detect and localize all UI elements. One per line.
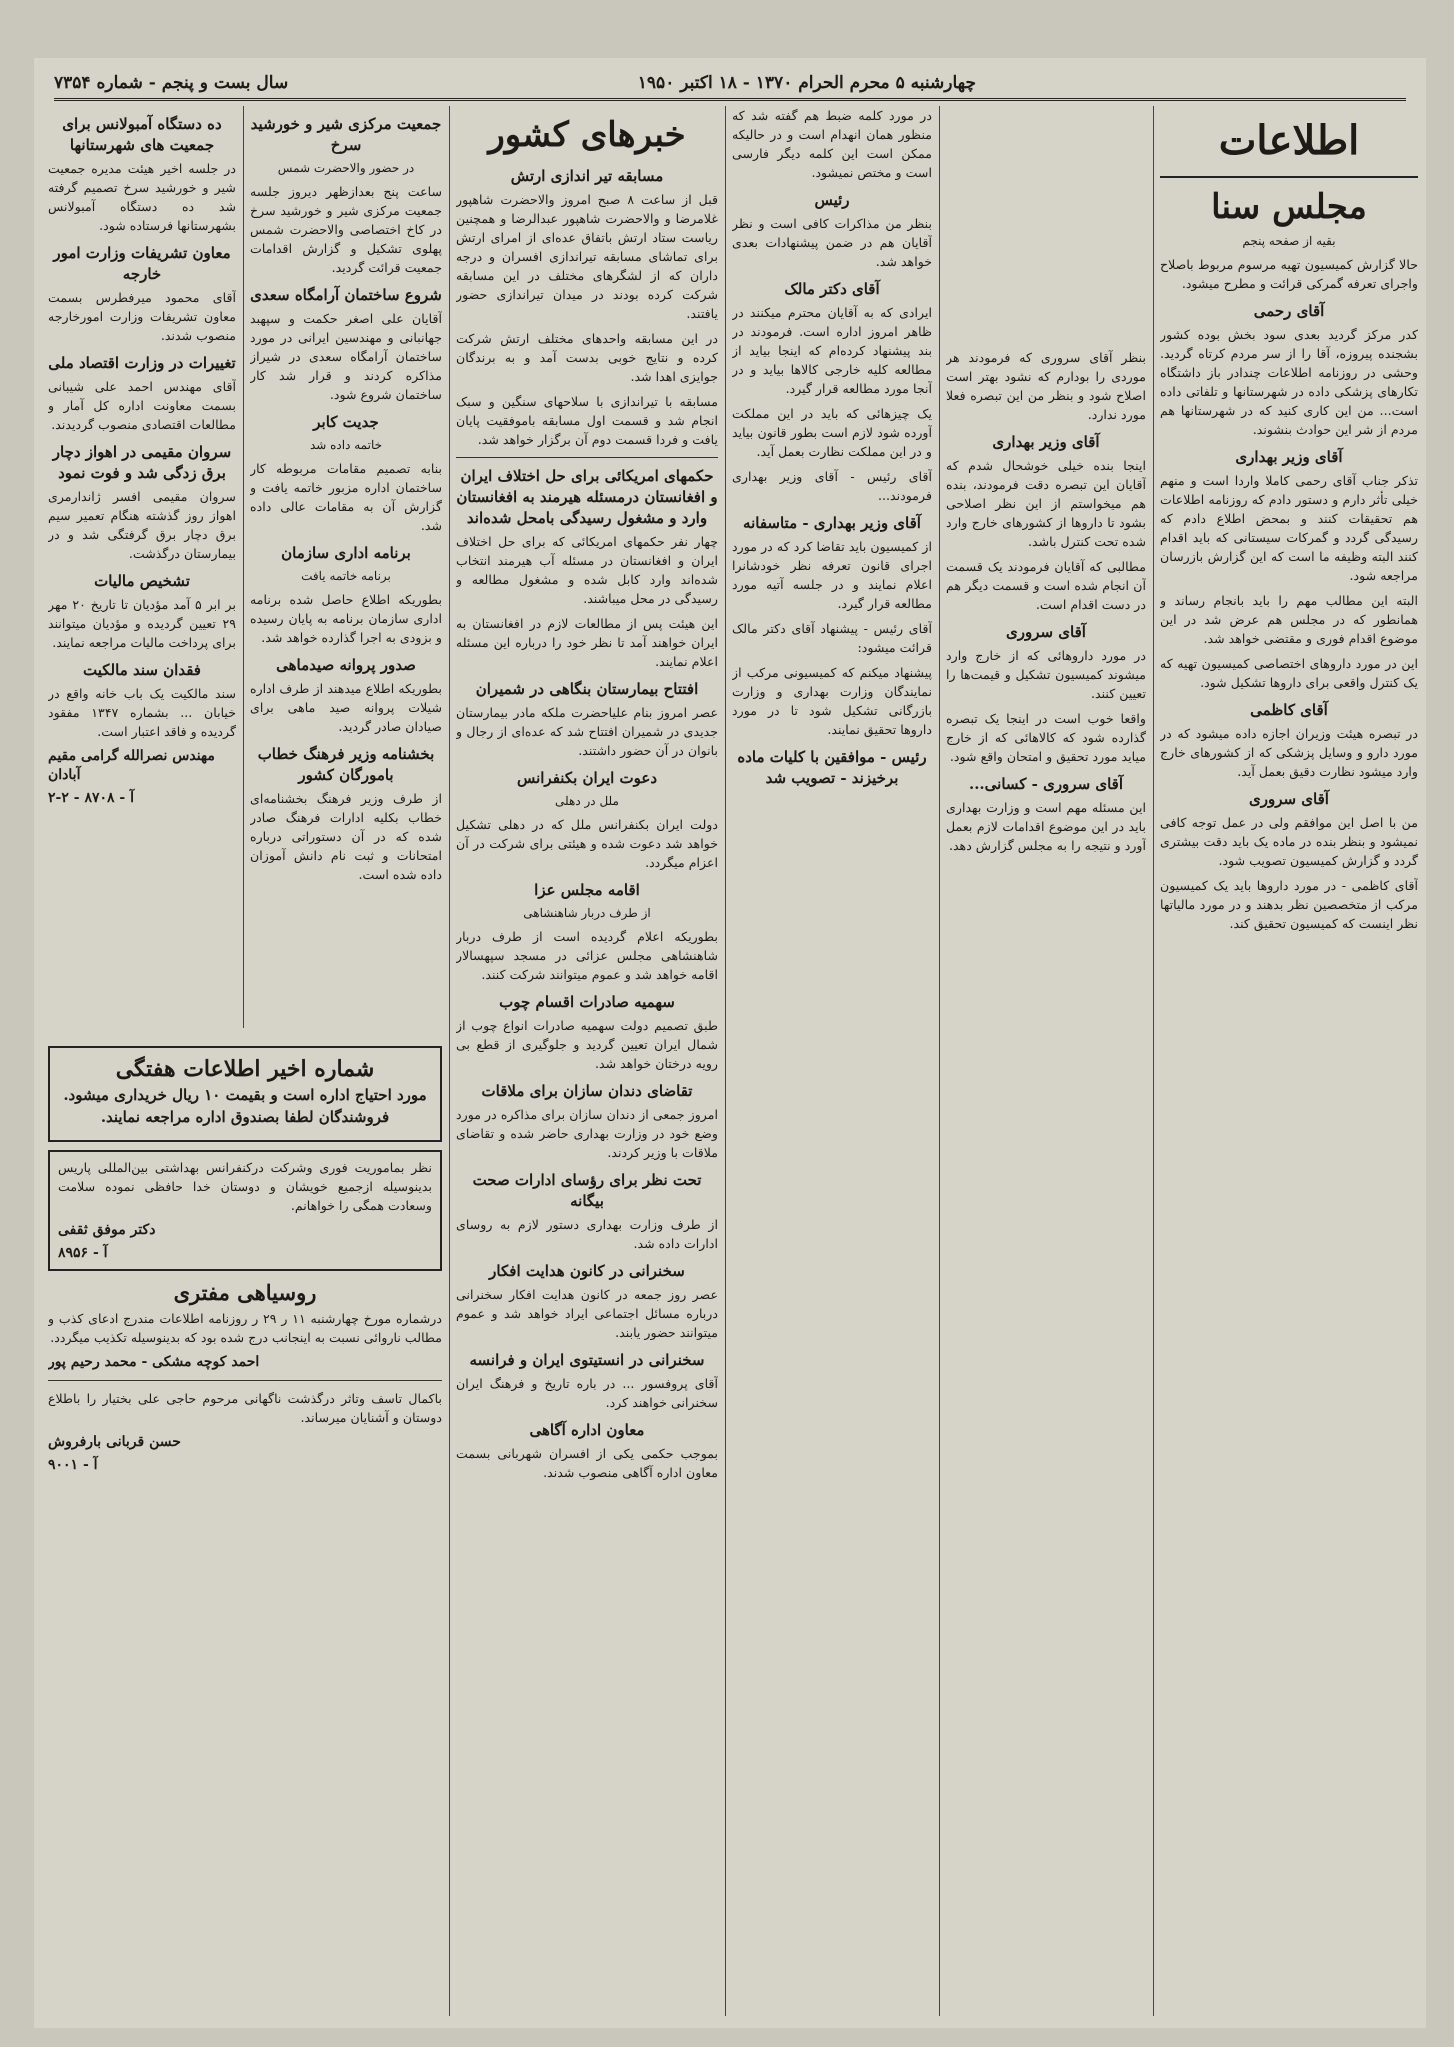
paragraph: از کمیسیون باید تقاضا کرد که در مورد اجرای قانون تعرفه نظر خودشانرا اعلام نمایند و در جلسه آتیه مورد مطالعه قرار گیرد. bbox=[732, 539, 932, 611]
ad-code: آ - ۸۷۰۸ - ۲-۲ bbox=[48, 790, 134, 806]
article-heading: اقامه مجلس عزا bbox=[534, 881, 640, 899]
speaker-heading: آقای کاظمی bbox=[1250, 701, 1328, 719]
speaker-heading: آقای وزیر بهداری bbox=[992, 433, 1100, 451]
article-heading: تحت نظر برای رؤسای ادارات صحت بیگانه bbox=[472, 1171, 702, 1210]
paragraph: آقای مهندس احمد علی شیبانی بسمت معاونت اداره کل آمار و مطالعات اقتصادی منصوب گردیدند. bbox=[48, 379, 236, 432]
paragraph: عصر امروز بنام علیاحضرت ملکه مادر بیمارستان جدیدی در شمیران افتتاح شد که عده‌ای از رجال و بانوان در آن حضور داشتند. bbox=[456, 705, 718, 758]
column-national-news bbox=[456, 106, 718, 2016]
paragraph: واقعا خوب است در اینجا یک تبصره گذارده شود که کالاهائی که از خارج میاید مورد تحقیق و امتحان واقع شود. bbox=[946, 711, 1146, 764]
speaker-heading: آقای سروری bbox=[1006, 623, 1086, 641]
column-senate-3 bbox=[732, 106, 932, 2016]
article-heading: جدیت کابر bbox=[313, 413, 379, 431]
column-senate-2 bbox=[946, 348, 1146, 2016]
paragraph: امروز جمعی از دندان سازان برای مذاکره در مورد وضع خود در وزارت بهداری حاضر شده و تقاضای ملاقات با وزیر کردند. bbox=[456, 1107, 718, 1160]
paragraph: بر ابر ۵ آمد مؤدیان تا تاریخ ۲۰ مهر ۲۹ تعیین گردیده و مؤدیان میتوانند برای پرداخت مالیات مراجعه نمایند. bbox=[48, 597, 236, 650]
paragraph: سروان مقیمی افسر ژاندارمری اهواز روز گذشته هنگام تعمیر سیم برق دچار برق گرفتگی شد و در بیمارستان درگذشت. bbox=[48, 489, 236, 561]
article-subheading: از طرف دربار شاهنشاهی bbox=[523, 906, 651, 920]
column-senate bbox=[1160, 106, 1418, 2016]
paragraph: از طرف وزارت بهداری دستور لازم به روسای ادارات داده شد. bbox=[456, 1217, 718, 1251]
ad-title: شماره اخیر اطلاعات هفتگی bbox=[115, 1056, 375, 1082]
paragraph: در مورد داروهائی که از خارج وارد میشوند کمیسیون تشکیل و قیمت‌ها را تعیین کنند. bbox=[946, 648, 1146, 701]
ad-code: آ - ۸۹۵۶ bbox=[58, 1245, 108, 1261]
paragraph: در این مسابقه واحدهای مختلف ارتش شرکت کرده و نتایج خوبی بدست آمد و به برندگان جوایزی اهدا شد. bbox=[456, 331, 718, 384]
paragraph: این هیئت پس از مطالعات لازم در افغانستان به ایران خواهند آمد تا نظر خود را درباره این مسئله اعلام نمایند. bbox=[456, 616, 718, 669]
article-subheading: خاتمه داده شد bbox=[309, 438, 383, 452]
speaker-heading: آقای وزیر بهداری - متاسفانه bbox=[743, 514, 921, 532]
column-rule bbox=[939, 106, 940, 2016]
paragraph: بنظر من مذاکرات کافی است و نظر آقایان هم در ضمن پیشنهادات بعدی خواهد شد. bbox=[732, 216, 932, 269]
paragraph: بطوریکه اطلاع حاصل شده برنامه اداری سازمان برنامه به پایان رسیده و بزودی به اجرا گذارده خواهد شد. bbox=[250, 592, 442, 645]
article-heading: مسابقه تیر اندازی ارتش bbox=[510, 167, 664, 185]
article-heading: حکمهای امریکائی برای حل اختلاف ایران و افغانستان درمسئله هیرمند به افغانستان وارد و مشغول رسیدگی بامحل شده‌اند bbox=[456, 467, 718, 527]
article-heading: بخشنامه وزیر فرهنگ خطاب بامورگان کشور bbox=[257, 745, 435, 784]
article-heading: سخنرانی در انستیتوی ایران و فرانسه bbox=[469, 1351, 705, 1369]
signature: دکتر موفق ثقفی bbox=[58, 1222, 156, 1238]
paragraph: سند مالکیت یک باب خانه واقع در خیابان ... بشماره ۱۳۴۷ مفقود گردیده و فاقد اعتبار است. bbox=[48, 686, 236, 739]
paragraph: ایرادی که به آقایان محترم میکنند در ظاهر امروز اداره است. فرمودند در بند پیشنهاد کرده‌ام که اینجا بیاید از مطالعه کلیه خارجی کالاها بیاید و در آنجا مورد مطالعه قرار گیرد. bbox=[732, 305, 932, 396]
paragraph: درشماره مورخ چهارشنبه ۱۱ ر ۲۹ ر روزنامه اطلاعات مندرج ادعای کذب و مطالب ناروائی نسبت به اینجانب درج شده بود که بدینوسیله تکذیب میگردد. bbox=[48, 1311, 442, 1345]
article-heading: سخنرانی در کانون هدایت افکار bbox=[489, 1262, 685, 1280]
ads-block bbox=[48, 1038, 442, 2016]
column-notices bbox=[48, 106, 236, 1028]
paragraph: طبق تصمیم دولت سهمیه صادرات انواع چوب از شمال ایران تعیین گردید و جلوگیری از قطع بی رویه درختان خواهد شد. bbox=[456, 1018, 718, 1071]
paragraph: عصر روز جمعه در کانون هدایت افکار سخنرانی درباره مسائل اجتماعی ایراد خواهد شد و عموم میتوانند حضور یابند. bbox=[456, 1287, 718, 1340]
speaker-heading: آقای رحمی bbox=[1253, 302, 1325, 320]
paragraph: البته این مطالب مهم را باید بانجام رساند و همانطور که در مجلس هم عرض شد در این موضوع اقدام فوری و مقتضی خواهد شد. bbox=[1160, 593, 1418, 646]
newspaper-page bbox=[34, 58, 1426, 2028]
paragraph: قبل از ساعت ۸ صبح امروز والاحضرت شاهپور غلامرضا و والاحضرت شاهپور عبدالرضا و همچنین ریاست ستاد ارتش باتفاق عده‌ای از امرای ارتش برای تماشای مسابقه تیراندازی افسران و درجه داران که از لشگرهای مختلف در این مسابقه شرکت کرده بودند در میدان تیراندازی حضور یافتند. bbox=[456, 192, 718, 321]
article-heading: معاون تشریفات وزارت امور خارجه bbox=[53, 244, 231, 283]
article-heading: تشخیص مالیات bbox=[94, 572, 190, 590]
paragraph: حالا گزارش کمیسیون تهیه مرسوم مربوط باصلاح واجرای تعرفه گمرکی قرائت و مطرح میشود. bbox=[1160, 257, 1418, 291]
year-issue: سال بست و پنجم - شماره ۷۳۵۴ bbox=[54, 73, 289, 93]
paragraph: کدر مرکز گردید بعدی سود بخش بوده کشور بشجنده پیروزه، آقا را از سر مردم کرتاه گردید. وحشی در روزنامه اطلاعات چندادر باز داشتگاه تکارهای پزشکی داده در شهرستانها و تلفاتی داده است... من این کاری کنید که در شهرستانها هم مردم از شر این حوادث بنشوند. bbox=[1160, 327, 1418, 437]
masthead bbox=[54, 68, 1406, 101]
paragraph: در مورد کلمه ضبط هم گفته شد که منظور همان انهدام است و در حالیکه ممکن است این کلمه دیگر فارسی است و مختص نمیشود. bbox=[732, 108, 932, 180]
paragraph: آقای رئیس - آقای وزیر بهداری فرمودند... bbox=[732, 469, 932, 503]
paragraph: اینجا بنده خیلی خوشحال شدم که آقایان این تبصره دقت فرمودند، بنده هم میخواستم از این نظر اصلاحی بشود تا داروها از کشورهای خارج وارد شده تحت کنترل باشد. bbox=[946, 458, 1146, 549]
paragraph: آقای رئیس - پیشنهاد آقای دکتر مالک قرائت میشود: bbox=[732, 621, 932, 655]
paragraph: از طرف وزیر فرهنگ بخشنامه‌ای خطاب بکلیه ادارات فرهنگ صادر شده که در آن دستوراتی درباره امتحانات و ثبت نام دانش آموزان داده شده است. bbox=[250, 791, 442, 882]
paragraph: آقای پروفسور ... در باره تاریخ و فرهنگ ایران سخنرانی خواهند کرد. bbox=[456, 1376, 718, 1410]
article-subheading: برنامه خاتمه یافت bbox=[301, 569, 391, 583]
paragraph: بطوریکه اطلاع میدهند از طرف اداره شیلات پروانه صید ماهی برای صیادان صادر گردید. bbox=[250, 681, 442, 734]
headline-senate: مجلس سنا bbox=[1211, 187, 1367, 227]
paragraph: آقایان علی اصغر حکمت و سپهبد جهانبانی و مهندسین ایرانی در مورد ساختمان آرامگاه سعدی در شیراز مذاکره کردند و قرار شد کار ساختمان شروع شود. bbox=[250, 311, 442, 402]
paragraph: پیشنهاد میکنم که کمیسیونی مرکب از نمایندگان وزارت بهداری و وزارت بازرگانی تشکیل شود تا در مورد داروها تحقیق نمایند. bbox=[732, 665, 932, 737]
paragraph: باکمال تاسف وتاثر درگذشت ناگهانی مرحوم حاجی علی بختیار را باطلاع دوستان و آشنایان میرساند. bbox=[48, 1391, 442, 1425]
ad-text: مورد احتیاج اداره است و بقیمت ۱۰ ریال خریداری میشود. فروشندگان لطفا بصندوق اداره مراجعه نمایند. bbox=[63, 1086, 427, 1126]
farewell-notice bbox=[48, 1150, 442, 1271]
issue-date: چهارشنبه ۵ محرم الحرام ۱۳۷۰ - ۱۸ اکتبر ۱۹۵۰ bbox=[637, 73, 976, 93]
weekly-ad bbox=[48, 1046, 442, 1142]
paragraph: مسابقه با تیراندازی با سلاحهای سنگین و سبک انجام شد و قسمت اول مسابقه باموفقیت پایان یافت و فردا قسمت دوم آن برگزار خواهد شد. bbox=[456, 394, 718, 447]
paragraph: بنظر آقای سروری که فرمودند هر موردی را بودارم که نشود بهتر است اصلاح شود و بنظر من این تبصره فعلا مورد ندارد. bbox=[946, 350, 1146, 422]
article-heading: افتتاح بیمارستان بنگاهی در شمیران bbox=[475, 680, 699, 698]
column-rule bbox=[1153, 106, 1154, 2016]
speaker-heading: آقای سروری - کسانی... bbox=[968, 775, 1124, 793]
article-heading: فقدان سند مالکیت bbox=[83, 661, 201, 679]
paragraph: تذکر جناب آقای رحمی کاملا واردا است و منهم خیلی تأثر دارم و دستور دادم که روزنامه اطلاعات هم تحقیقات کنند و بمحض اطلاع دادم که رسیدگی گردد و گمرکات سیستانی که باید اقدام کنند البته وظیفه ما است که این گزارش بازرسان مراجعه شود. bbox=[1160, 473, 1418, 583]
article-heading: تغییرات در وزارت اقتصاد ملی bbox=[48, 354, 236, 372]
article-heading: معاون اداره آگاهی bbox=[529, 1421, 645, 1439]
column-rule bbox=[243, 106, 244, 1028]
paragraph: دولت ایران بکنفرانس ملل که در دهلی تشکیل خواهد شد دعوت شده و هیئتی برای شرکت در آن اعزام میگردد. bbox=[456, 817, 718, 870]
article-heading: تقاضای دندان سازان برای ملاقات bbox=[481, 1082, 693, 1100]
article-heading: روسیاهی مفتری bbox=[173, 1280, 317, 1305]
headline-national-news: خبرهای کشور bbox=[488, 115, 686, 155]
column-rule bbox=[725, 106, 726, 2016]
article-subheading: در حضور والاحضرت شمس bbox=[277, 161, 415, 175]
paragraph: چهار نفر حکمهای امریکائی که برای حل اختلاف ایران و افغانستان در مسئله آب هیرمند انتخاب شده‌اند وارد کابل شده و مشغول مطالعه و رسیدگی در محل میباشند. bbox=[456, 534, 718, 606]
column-rule bbox=[449, 106, 450, 2016]
signature: حسن قربانی بارفروش bbox=[48, 1434, 181, 1450]
article-heading: برنامه اداری سازمان bbox=[281, 544, 411, 562]
article-heading: ده دستگاه آمبولانس برای جمعیت های شهرستانها bbox=[62, 115, 222, 154]
paragraph: من با اصل این موافقم ولی در عمل توجه کافی نمیشود و بنظر بنده در ماده یک باید دقت بیشتری گردد و گزارش کمیسیون تصویب شود. bbox=[1160, 815, 1418, 868]
paragraph: آقای محمود میرفطرس بسمت معاون تشریفات وزارت امورخارجه منصوب شدند. bbox=[48, 290, 236, 343]
divider bbox=[48, 1380, 442, 1381]
paragraph: در تبصره هیئت وزیران اجازه داده میشود که در مورد دارو و وسایل پزشکی که از کشورهای خارج وارد میشود نظارت دقیق بعمل آید. bbox=[1160, 726, 1418, 779]
paragraph: ساعت پنج بعدازظهر دیروز جلسه جمعیت مرکزی شیر و خورشید سرخ در کاخ اختصاصی والاحضرت شمس پهلوی تشکیل و گزارش اقدامات جمعیت قرائت گردید. bbox=[250, 184, 442, 275]
paragraph: این در مورد داروهای اختصاصی کمیسیون تهیه که یک کنترل واقعی برای داروها تشکیل شود. bbox=[1160, 656, 1418, 690]
paragraph: بنابه تصمیم مقامات مربوطه کار ساختمان اداره مزبور خاتمه یافت و گزارش آن به مقامات عالی داده شد. bbox=[250, 461, 442, 533]
paragraph: بموجب حکمی یکی از افسران شهربانی بسمت معاون اداره آگاهی منصوب شدند. bbox=[456, 1446, 718, 1480]
article-subheading: ملل در دهلی bbox=[555, 794, 619, 808]
speaker-heading: آقای وزیر بهداری bbox=[1235, 448, 1343, 466]
article-heading: سروان مقیمی در اهواز دچار برق زدگی شد و فوت نمود bbox=[52, 443, 232, 482]
paragraph: یک چیزهائی که باید در این مملکت آورده شود لازم است بطور قانون بیاید و در این مملکت نظارت بعمل آید. bbox=[732, 406, 932, 459]
paragraph: در جلسه اخیر هیئت مدیره جمعیت شیر و خورشید سرخ تصمیم گرفته شد ده دستگاه آمبولانس بشهرستانها فرستاده شود. bbox=[48, 161, 236, 233]
newspaper-logo: اطلاعات bbox=[1160, 106, 1418, 178]
subline: بقیه از صفحه پنجم bbox=[1242, 234, 1336, 248]
article-heading: سهمیه صادرات اقسام چوب bbox=[499, 993, 675, 1011]
article-heading: جمعیت مرکزی شیر و خورشید سرخ bbox=[250, 115, 442, 154]
speaker-heading: آقای دکتر مالک bbox=[784, 280, 880, 298]
speaker-heading: آقای سروری bbox=[1249, 790, 1329, 808]
paragraph: آقای کاظمی - در مورد داروها باید یک کمیسیون مرکب از متخصصین نظر بدهند و در مورد مالیاتها نظر اینست که کمیسیون تحقیق کند. bbox=[1160, 878, 1418, 931]
divider bbox=[456, 457, 718, 458]
article-heading: شروع ساختمان آرامگاه سعدی bbox=[250, 286, 442, 304]
paragraph: این مسئله مهم است و وزارت بهداری باید در این موضوع اقدامات لازم بعمل آورد و نتیجه را به مجلس گزارش دهد. bbox=[946, 800, 1146, 853]
speaker-heading: رئیس bbox=[814, 191, 850, 209]
signature: احمد کوچه مشکی - محمد رحیم پور bbox=[48, 1354, 260, 1370]
paragraph: بطوریکه اعلام گردیده است از طرف دربار شاهنشاهی مجلس عزائی در مسجد سپهسالار اقامه خواهد شد و عموم میتوانند شرکت کنند. bbox=[456, 929, 718, 982]
notice-text: نظر بماموریت فوری وشرکت درکنفرانس بهداشتی بین‌المللی پاریس بدینوسیله ازجمیع خویشان و دوستان خدا حافظی نموده سلامت وسعادت همگی را خواهانم. bbox=[58, 1160, 432, 1213]
article-heading: صدور پروانه صیدماهی bbox=[276, 656, 416, 674]
article-heading: دعوت ایران بکنفرانس bbox=[516, 769, 658, 787]
speaker-heading: رئیس - موافقین با کلیات ماده برخیزند - تصویب شد bbox=[737, 748, 927, 787]
paragraph: مطالبی که آقایان فرمودند یک قسمت آن انجام شده است و قسمت دیگر هم در دست اقدام است. bbox=[946, 559, 1146, 612]
ad-code: آ - ۹۰۰۱ bbox=[48, 1457, 98, 1473]
signature: مهندس نصرالله گرامی مقیم آبادان bbox=[48, 748, 215, 783]
